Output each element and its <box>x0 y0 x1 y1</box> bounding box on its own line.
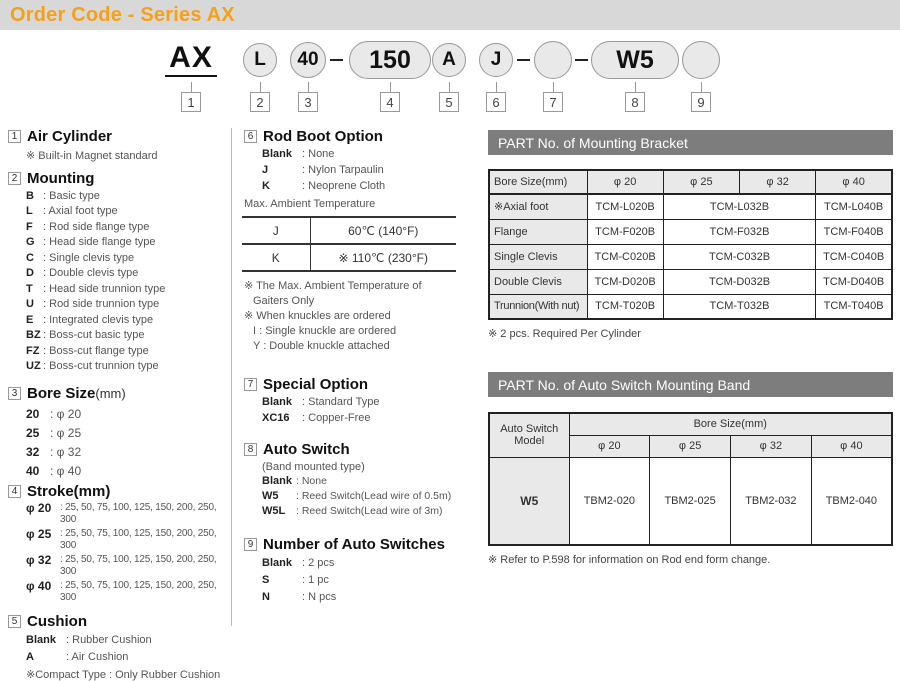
item-desc: : Head side trunnion type <box>43 283 165 296</box>
list-item <box>26 314 231 327</box>
order-code-cushion: A <box>432 43 466 77</box>
position-number-4: 4 <box>380 92 400 112</box>
item-code: XC16 <box>262 412 290 424</box>
item-desc: : Copper-Free <box>302 412 370 425</box>
item-code: J <box>262 164 269 176</box>
item-desc: : Air Cushion <box>66 651 128 664</box>
item-desc: : φ 40 <box>50 464 81 478</box>
auto-switch-band-table <box>488 412 893 546</box>
list-item <box>262 574 474 587</box>
item-desc: : Boss-cut basic type <box>43 329 145 342</box>
page-title-bar <box>0 0 900 30</box>
section-auto-switch <box>244 441 474 518</box>
connector-line <box>496 82 497 92</box>
order-code-series: AX <box>165 43 217 77</box>
part-number: TCM-T032B <box>663 294 816 319</box>
table-row <box>489 219 892 244</box>
part-number: TCM-T040B <box>816 294 892 319</box>
order-code-part-3 <box>288 38 328 112</box>
header-bar-title: PART No. of Mounting Bracket <box>498 134 688 151</box>
list-item <box>26 205 231 218</box>
item-code: Blank <box>262 475 292 487</box>
list-item <box>26 267 231 280</box>
item-desc: : Boss-cut trunnion type <box>43 360 159 373</box>
connector-line <box>635 82 636 92</box>
part-number: TCM-L020B <box>587 194 663 219</box>
part-number: TCM-D032B <box>663 269 816 294</box>
column-header: φ 32 <box>731 435 812 457</box>
list-item <box>26 445 231 459</box>
section-rod-boot-option <box>244 128 474 352</box>
item-desc: : φ 20 <box>50 407 81 421</box>
item-code: 20 <box>26 407 40 421</box>
item-desc: : Rubber Cushion <box>66 634 152 647</box>
dash-separator <box>517 59 530 61</box>
section-stroke <box>8 483 231 604</box>
position-number-5: 5 <box>439 92 459 112</box>
connector-line <box>191 82 192 92</box>
note-line: Gaiters Only <box>253 295 315 307</box>
temp-value: ※ 110℃ (230°F) <box>310 244 456 271</box>
item-desc: : 25, 50, 75, 100, 125, 150, 200, 250, 300 <box>60 528 231 552</box>
column-header: Auto Switch Model <box>489 413 569 457</box>
item-code: FZ <box>26 344 40 357</box>
item-desc: : Rod side trunnion type <box>43 298 159 311</box>
item-desc: : Reed Switch(Lead wire of 3m) <box>296 505 443 518</box>
switch-model: W5 <box>489 457 569 545</box>
rod-boot-notes <box>244 280 474 352</box>
part-number: TCM-F032B <box>663 219 816 244</box>
ambient-temp-table <box>242 216 456 272</box>
list-item <box>26 651 231 664</box>
table-row <box>489 244 892 269</box>
connector-line <box>308 82 309 92</box>
item-desc: : Integrated clevis type <box>43 314 153 327</box>
right-column <box>488 130 893 566</box>
item-desc: : φ 25 <box>50 426 81 440</box>
column-divider <box>231 128 232 626</box>
table-header-row <box>489 413 892 435</box>
switch-band-header-bar <box>488 372 893 397</box>
part-number: TCM-C020B <box>587 244 663 269</box>
section-number: 9 <box>244 538 257 551</box>
order-code-part-4 <box>348 38 432 112</box>
item-desc: : Single clevis type <box>43 252 134 265</box>
item-code: 25 <box>26 426 40 440</box>
section-cushion <box>8 613 231 681</box>
item-code: B <box>26 189 34 202</box>
dash-separator <box>575 59 588 61</box>
list-item <box>26 236 231 249</box>
item-desc: : 1 pc <box>302 574 329 587</box>
list-item <box>262 412 474 425</box>
list-item <box>262 164 474 177</box>
part-number: TBM2-040 <box>811 457 892 545</box>
part-number: TBM2-020 <box>569 457 650 545</box>
part-number: TBM2-032 <box>731 457 812 545</box>
column-header: φ 32 <box>740 170 816 194</box>
item-desc: : N pcs <box>302 591 336 604</box>
section-note: ※Compact Type : Only Rubber Cushion <box>26 669 221 681</box>
section-subtitle: (Band mounted type) <box>262 461 365 473</box>
item-code: A <box>26 651 34 663</box>
position-number-7: 7 <box>543 92 563 112</box>
connector-line <box>390 82 391 92</box>
list-item <box>26 528 231 552</box>
order-code-auto-switch: W5 <box>591 41 679 79</box>
list-item <box>262 591 474 604</box>
column-header: φ 40 <box>816 170 892 194</box>
item-desc: : 2 pcs <box>302 557 334 570</box>
note-line: ※ When knuckles are ordered <box>244 310 391 322</box>
order-code-part-8 <box>591 38 679 112</box>
list-item <box>26 190 231 203</box>
list-item <box>262 396 474 409</box>
item-desc: : Nylon Tarpaulin <box>302 164 384 177</box>
part-number: TCM-C032B <box>663 244 816 269</box>
section-title: Bore Size <box>27 385 96 402</box>
list-item <box>262 505 474 518</box>
section-special-option <box>244 376 474 425</box>
section-title: Rod Boot Option <box>263 128 383 145</box>
section-bore-size <box>8 385 231 478</box>
item-code: φ 25 <box>26 527 52 541</box>
position-number-1: 1 <box>181 92 201 112</box>
section-number: 6 <box>244 130 257 143</box>
position-number-9: 9 <box>691 92 711 112</box>
list-item <box>262 490 474 503</box>
item-desc: : Rod side flange type <box>43 221 149 234</box>
order-code-part-7 <box>532 38 574 112</box>
order-code-part-2 <box>240 38 280 112</box>
list-item <box>26 283 231 296</box>
item-code: Blank <box>26 634 56 646</box>
left-column <box>8 126 231 681</box>
item-code: Blank <box>262 148 292 160</box>
column-header: φ 40 <box>811 435 892 457</box>
table-row <box>489 269 892 294</box>
section-title: Stroke(mm) <box>27 483 111 500</box>
section-note: ※ Built-in Magnet standard <box>26 150 158 162</box>
list-item <box>26 360 231 373</box>
item-desc: : 25, 50, 75, 100, 125, 150, 200, 250, 300 <box>60 554 231 578</box>
section-number: 3 <box>8 387 21 400</box>
item-desc: : Standard Type <box>302 396 379 409</box>
item-code: E <box>26 313 34 326</box>
list-item <box>262 557 474 570</box>
band-table-note: ※ Refer to P.598 for information on Rod end form change. <box>488 554 771 566</box>
list-item <box>262 148 474 161</box>
part-number: TCM-D020B <box>587 269 663 294</box>
ambient-temp-label: Max. Ambient Temperature <box>244 198 376 210</box>
row-label: ※Axial foot <box>489 194 587 219</box>
column-header: φ 25 <box>650 435 731 457</box>
part-number: TBM2-025 <box>650 457 731 545</box>
part-number: TCM-D040B <box>816 269 892 294</box>
item-code: W5 <box>262 490 279 502</box>
connector-line <box>449 82 450 92</box>
column-header: Bore Size(mm) <box>489 170 587 194</box>
column-header: φ 20 <box>587 170 663 194</box>
section-title-suffix: (mm) <box>95 386 126 401</box>
item-code: Blank <box>262 557 292 569</box>
connector-line <box>553 82 554 92</box>
order-code-mounting: L <box>243 43 277 77</box>
item-code: BZ <box>26 329 41 341</box>
section-title: Auto Switch <box>263 441 350 458</box>
item-desc: : Reed Switch(Lead wire of 0.5m) <box>296 490 451 503</box>
part-number: TCM-L040B <box>816 194 892 219</box>
table-row <box>489 457 892 545</box>
section-number: 5 <box>8 615 21 628</box>
list-item <box>262 475 474 488</box>
row-label: Trunnion(With nut) <box>489 294 587 319</box>
section-number-of-auto-switches <box>244 536 474 604</box>
position-number-2: 2 <box>250 92 270 112</box>
item-desc: : 25, 50, 75, 100, 125, 150, 200, 250, 300 <box>60 580 231 604</box>
item-code: G <box>26 236 35 248</box>
table-row <box>242 244 456 271</box>
middle-column <box>244 126 474 604</box>
column-header: Bore Size(mm) <box>569 413 892 435</box>
order-code-bore: 40 <box>290 42 326 78</box>
note-line: I : Single knuckle are ordered <box>253 325 397 337</box>
list-item <box>26 426 231 440</box>
order-code-part-1 <box>163 38 219 112</box>
list-item <box>26 345 231 358</box>
temp-value: 60℃ (140°F) <box>310 217 456 244</box>
order-code-switch-qty <box>682 41 720 79</box>
item-desc: : Head side flange type <box>43 236 156 249</box>
section-title: Air Cylinder <box>27 128 113 145</box>
item-desc: : 25, 50, 75, 100, 125, 150, 200, 250, 300 <box>60 502 231 526</box>
dash-separator <box>330 59 343 61</box>
item-code: φ 40 <box>26 579 52 593</box>
section-title: Special Option <box>263 376 369 393</box>
list-item <box>26 252 231 265</box>
section-number: 4 <box>8 485 21 498</box>
column-header: φ 25 <box>663 170 739 194</box>
section-mounting <box>8 170 231 373</box>
item-desc: : Axial foot type <box>43 205 118 218</box>
list-item <box>26 554 231 578</box>
list-item <box>26 464 231 478</box>
part-number: TCM-F040B <box>816 219 892 244</box>
part-number: TCM-C040B <box>816 244 892 269</box>
part-number: TCM-F020B <box>587 219 663 244</box>
list-item <box>26 329 231 342</box>
list-item <box>26 298 231 311</box>
item-code: 40 <box>26 464 40 478</box>
item-desc: : φ 32 <box>50 445 81 459</box>
item-code: N <box>262 591 270 603</box>
mounting-bracket-header-bar <box>488 130 893 155</box>
list-item <box>26 407 231 421</box>
section-title: Mounting <box>27 170 95 187</box>
table-row <box>242 217 456 244</box>
row-label: Single Clevis <box>489 244 587 269</box>
order-code-part-9 <box>680 38 722 112</box>
list-item <box>26 580 231 604</box>
connector-line <box>701 82 702 92</box>
position-number-8: 8 <box>625 92 645 112</box>
item-code: K <box>262 180 270 192</box>
list-item <box>26 634 231 647</box>
section-title: Cushion <box>27 613 87 630</box>
part-number: TCM-T020B <box>587 294 663 319</box>
note-line: ※ The Max. Ambient Temperature of <box>244 280 422 292</box>
order-code-part-5 <box>429 38 469 112</box>
part-number: TCM-L032B <box>663 194 816 219</box>
item-desc: : Boss-cut flange type <box>43 345 149 358</box>
header-bar-title: PART No. of Auto Switch Mounting Band <box>498 376 751 393</box>
order-code-rod-boot: J <box>479 43 513 77</box>
item-code: C <box>26 251 34 264</box>
temp-code: J <box>242 217 310 244</box>
item-code: 32 <box>26 445 40 459</box>
item-desc: : Neoprene Cloth <box>302 180 385 193</box>
page-title: Order Code - Series AX <box>10 3 235 26</box>
position-number-3: 3 <box>298 92 318 112</box>
item-code: φ 20 <box>26 501 52 515</box>
row-label: Double Clevis <box>489 269 587 294</box>
table-header-row <box>489 170 892 194</box>
section-number: 7 <box>244 378 257 391</box>
item-code: W5L <box>262 505 286 517</box>
order-code-part-6 <box>476 38 516 112</box>
mounting-bracket-table <box>488 169 893 320</box>
order-code-special-option <box>534 41 572 79</box>
item-desc: : Double clevis type <box>43 267 138 280</box>
section-number: 8 <box>244 443 257 456</box>
table-row <box>489 194 892 219</box>
column-header: φ 20 <box>569 435 650 457</box>
item-code: T <box>26 282 33 295</box>
row-label: Flange <box>489 219 587 244</box>
item-desc: : None <box>302 148 334 161</box>
item-desc: : Basic type <box>43 190 100 203</box>
list-item <box>26 221 231 234</box>
item-code: F <box>26 220 33 233</box>
order-code-diagram <box>0 38 900 122</box>
list-item <box>26 502 231 526</box>
item-code: S <box>262 574 270 586</box>
item-code: U <box>26 298 34 310</box>
item-code: D <box>26 267 34 279</box>
temp-code: K <box>242 244 310 271</box>
table-row <box>489 294 892 319</box>
item-code: UZ <box>26 360 41 372</box>
section-number: 2 <box>8 172 21 185</box>
item-code: L <box>26 205 33 217</box>
item-desc: : None <box>296 475 327 488</box>
order-code-stroke: 150 <box>349 41 431 79</box>
position-number-6: 6 <box>486 92 506 112</box>
section-air-cylinder <box>8 128 231 162</box>
list-item <box>262 180 474 193</box>
item-code: φ 32 <box>26 553 52 567</box>
section-number: 1 <box>8 130 21 143</box>
note-line: Y : Double knuckle attached <box>253 340 390 352</box>
connector-line <box>260 82 261 92</box>
section-title: Number of Auto Switches <box>263 536 445 553</box>
bracket-table-note: ※ 2 pcs. Required Per Cylinder <box>488 328 641 340</box>
item-code: Blank <box>262 396 292 408</box>
